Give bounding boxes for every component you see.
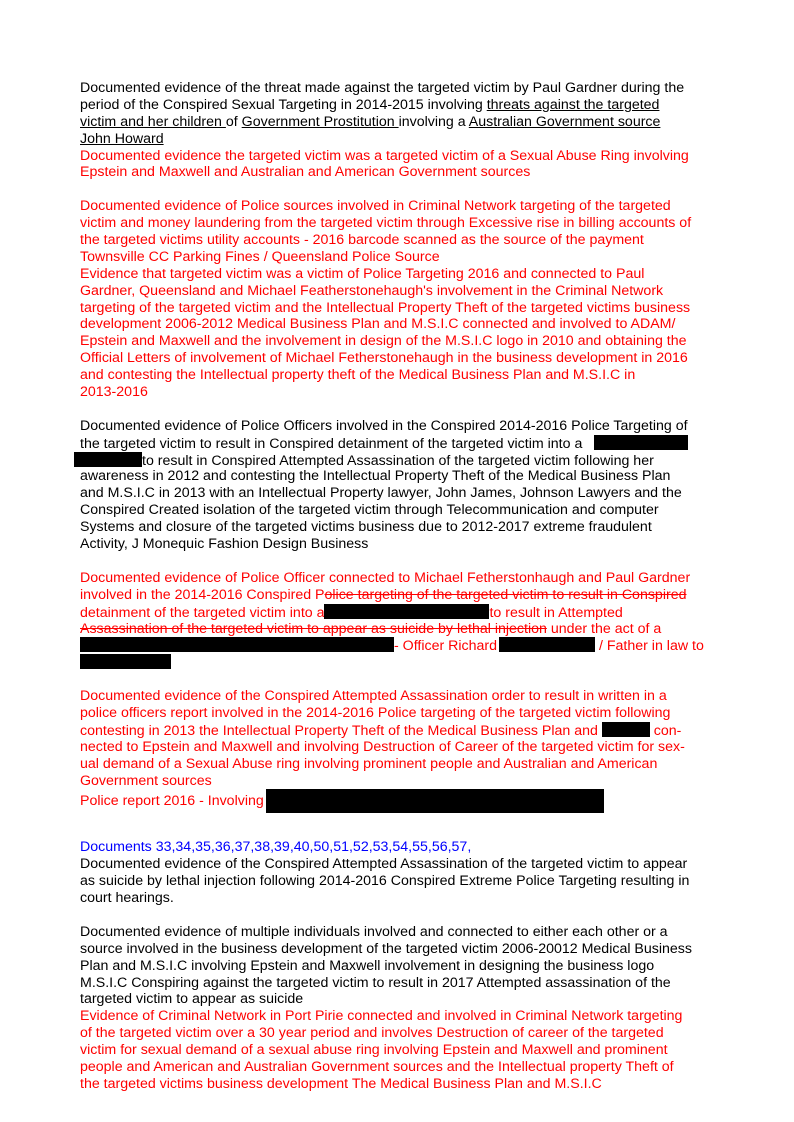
text-line: Documented evidence of multiple individuals involved and connected to either each other or a xyxy=(80,923,668,940)
text-span: contesting in 2013 the Intellectual Property Theft of the Medical Business Plan and xyxy=(80,722,602,739)
documents-reference: Documents 33,34,35,36,37,38,39,40,50,51,52,53,54,55,56,57, xyxy=(80,839,472,856)
text-line: victim for sexual demand of a sexual abuse ring involving Epstein and Maxwell and prominent xyxy=(80,1042,668,1059)
text-line: Townsville CC Parking Fines / Queensland Police Source xyxy=(80,248,440,265)
text-span: the targeted victim to result in Conspired detainment of the targeted victim into a xyxy=(80,435,587,452)
text-line: court hearings. xyxy=(80,890,174,907)
paragraph-assassination-order xyxy=(80,688,720,815)
text-line: development 2006-2012 Medical Business Plan and M.S.I.C connected and involved to ADAM/ xyxy=(80,316,676,333)
text-line: Government sources xyxy=(80,772,212,789)
text-span: con- xyxy=(649,722,682,739)
text-line: Gardner, Queensland and Michael Featherstonehaugh's involvement in the Criminal Network xyxy=(80,282,664,299)
text-line: Official Letters of involvement of Michael Fetherstonehaugh in the business development in 2016 xyxy=(80,350,688,367)
text-line: the targeted victims utility accounts - 2016 barcode scanned as the source of the payment xyxy=(80,232,644,249)
struck-text: olice targeting of the targeted victim to result in Conspired xyxy=(324,586,687,603)
text-span: involving a xyxy=(398,113,469,130)
text-line: targeting of the targeted victim and the Intellectual Property Theft of the targeted victims business xyxy=(80,299,691,316)
redaction-block xyxy=(266,789,604,813)
text-line: Documented evidence of the threat made against the targeted victim by Paul Gardner during the xyxy=(80,80,685,96)
text-line xyxy=(80,654,720,671)
text-line: Evidence that targeted victim was a victim of Police Targeting 2016 and connected to Paul xyxy=(80,265,645,282)
underlined-text: Australian Government source xyxy=(468,113,661,130)
text-line: Plan and M.S.I.C involving Epstein and Maxwell involvement in designing the business logo xyxy=(80,957,655,974)
paragraph-documents-list xyxy=(80,839,720,907)
text-line: source involved in the business development of the targeted victim 2006-20012 Medical Business xyxy=(80,940,692,957)
text-line xyxy=(80,621,720,638)
struck-text: Assassination of the targeted victim to appear as suicide by lethal injection xyxy=(80,620,547,637)
redaction-block xyxy=(602,722,650,737)
text-line: ual demand of a Sexual Abuse ring involving prominent people and Australian and American xyxy=(80,755,658,772)
text-span: Police report 2016 - Involving xyxy=(80,793,264,810)
text-line: 2013-2016 xyxy=(80,384,148,401)
text-span: to result in Attempted xyxy=(489,604,623,621)
text-line: targeted victim to appear as suicide xyxy=(80,991,304,1008)
text-line xyxy=(80,789,720,815)
text-line xyxy=(80,604,720,621)
text-line xyxy=(80,587,720,604)
text-line: awareness in 2012 and contesting the Intellectual Property Theft of the Medical Business Plan xyxy=(80,468,671,485)
paragraph-gap xyxy=(80,401,720,418)
paragraph-police-officers xyxy=(80,418,720,553)
text-line xyxy=(80,435,720,452)
paragraph-gap xyxy=(80,671,720,688)
underlined-text: victim and her children xyxy=(80,113,226,130)
underlined-text: John Howard xyxy=(80,130,164,147)
text-span: - Officer Richard xyxy=(394,638,498,655)
text-span: to result in Conspired Attempted Assassination of the targeted victim following her xyxy=(142,452,654,469)
text-line: police officers report involved in the 2014-2016 Police targeting of the targeted victim following xyxy=(80,704,671,721)
text-line: and M.S.I.C in 2013 with an Intellectual Property lawyer, John James, Johnson Lawyers and the xyxy=(80,485,682,502)
text-line: Documented evidence of Police Officers involved in the Conspired 2014-2016 Police Targeting of xyxy=(80,417,688,434)
text-line: M.S.I.C Conspiring against the targeted victim to result in 2017 Attempted assassination of the xyxy=(80,974,671,991)
text-line: Evidence of Criminal Network in Port Pirie connected and involved in Criminal Network targeting xyxy=(80,1008,683,1025)
paragraph-police-officer-connected xyxy=(80,570,720,671)
text-span: / Father in law to xyxy=(595,638,704,655)
paragraph-gap xyxy=(80,553,720,570)
text-line: nected to Epstein and Maxwell and involving Destruction of Career of the targeted victim for sex- xyxy=(80,738,685,755)
redaction-block xyxy=(74,452,142,467)
text-line: Documented evidence the targeted victim was a targeted victim of a Sexual Abuse Ring involving xyxy=(80,147,689,164)
text-span: under the act of a xyxy=(546,620,662,637)
paragraph-sexual-abuse-ring xyxy=(80,148,720,182)
text-line: people and American and Australian Government sources and the Intellectual property Theft of xyxy=(80,1058,674,1075)
redaction-block xyxy=(499,637,595,652)
text-line xyxy=(80,97,720,114)
text-line: the targeted victims business development The Medical Business Plan and M.S.I.C xyxy=(80,1075,602,1092)
text-line: Epstein and Maxwell and Australian and American Government sources xyxy=(80,164,531,181)
text-span: of xyxy=(225,113,242,130)
paragraph-paul-gardner-threat xyxy=(80,80,720,148)
text-line xyxy=(80,637,720,654)
text-line: Documented evidence of Police Officer connected to Michael Fetherstonhaugh and Paul Gardner xyxy=(80,569,691,586)
document-page xyxy=(80,80,720,1093)
text-line: Documented evidence of Police sources involved in Criminal Network targeting of the targeted xyxy=(80,198,671,215)
text-span: period of the Conspired Sexual Targeting in 2014-2015 involving xyxy=(80,96,487,113)
text-span: involved in the 2014-2016 Conspired P xyxy=(80,586,325,603)
text-line: of the targeted victim over a 30 year period and involves Destruction of career of the targeted xyxy=(80,1025,664,1042)
text-line: Activity, J Monequic Fashion Design Business xyxy=(80,536,369,553)
text-line: Documented evidence of the Conspired Attempted Assassination order to result in written in a xyxy=(80,688,667,705)
text-line xyxy=(80,452,720,469)
text-span: detainment of the targeted victim into a xyxy=(80,604,325,621)
underlined-text: Government Prostitution xyxy=(241,113,399,130)
paragraph-police-sources xyxy=(80,198,720,401)
underlined-text: threats against the targeted xyxy=(486,96,660,113)
text-line: as suicide by lethal injection following 2014-2016 Conspired Extreme Police Targeting resulting in xyxy=(80,873,690,890)
text-line: Conspired Created isolation of the targeted victim through Telecommunication and computer xyxy=(80,502,659,519)
paragraph-gap xyxy=(80,815,720,839)
redaction-block xyxy=(80,637,394,652)
paragraph-gap xyxy=(80,181,720,198)
text-line: and contesting the Intellectual property theft of the Medical Business Plan and M.S.I.C in xyxy=(80,367,636,384)
redaction-block xyxy=(80,654,171,669)
redaction-block xyxy=(324,604,489,619)
redaction-block xyxy=(594,435,688,450)
text-line: Systems and closure of the targeted victims business due to 2012-2017 extreme fraudulent xyxy=(80,519,652,536)
text-line: Epstein and Maxwell and the involvement in design of the M.S.I.C logo in 2010 and obtaining the xyxy=(80,333,687,350)
paragraph-multiple-individuals xyxy=(80,924,720,1093)
text-line: victim and money laundering from the targeted victim through Excessive rise in billing accounts of xyxy=(80,215,692,232)
text-line: Documented evidence of the Conspired Attempted Assassination of the targeted victim to appear xyxy=(80,856,688,873)
paragraph-gap xyxy=(80,907,720,924)
text-line xyxy=(80,722,720,739)
text-line xyxy=(80,114,720,131)
